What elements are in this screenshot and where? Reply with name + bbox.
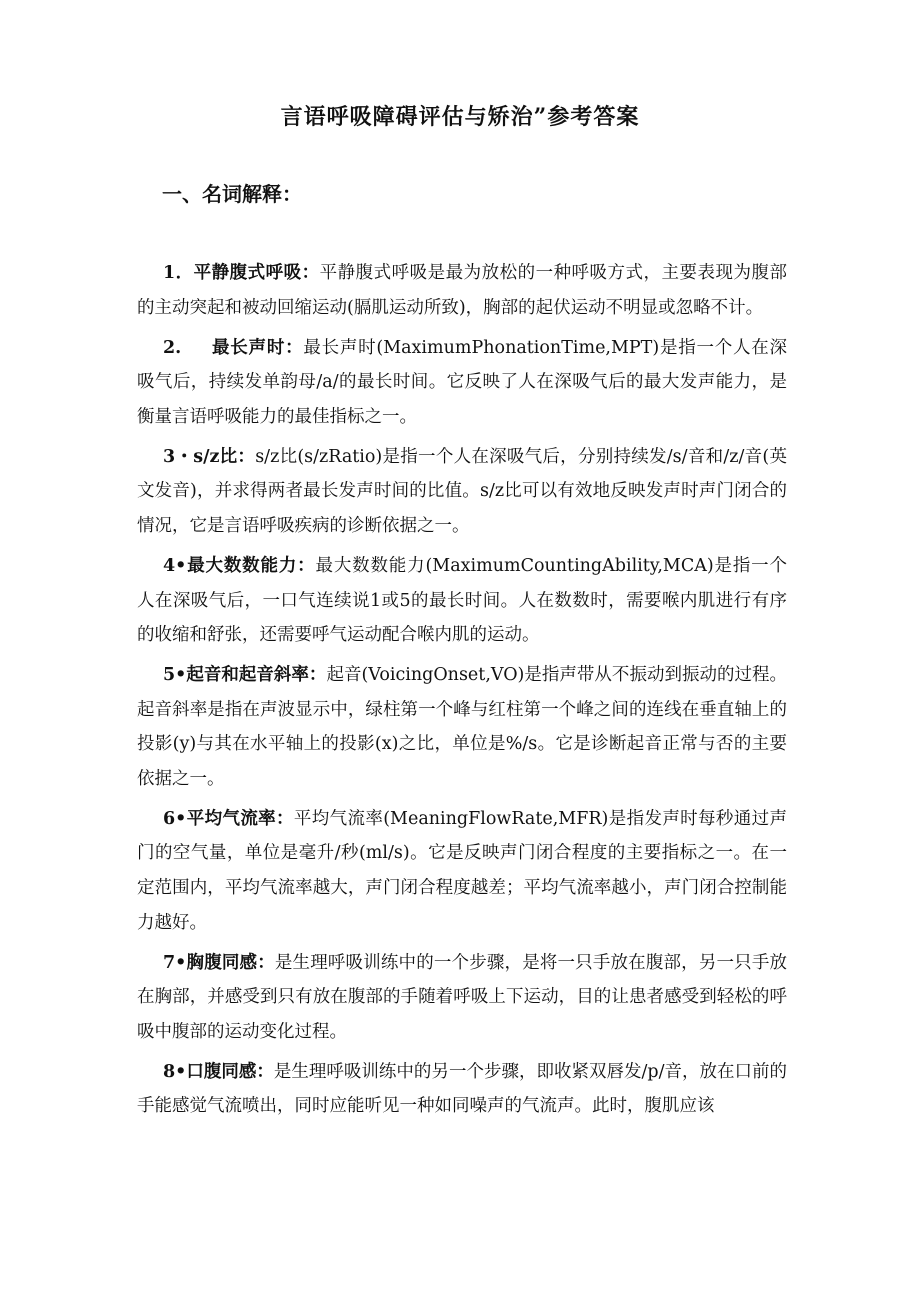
item-term: 平均气流率： xyxy=(186,808,294,829)
definition-item xyxy=(137,440,787,544)
item-text: 是生理呼吸训练中的另一个步骤，即收紧双唇发/p/音，放在口前的手能感觉气流喷出，同时应能听见一种如同噪声的气流声。此时，腹肌应该 xyxy=(137,1061,788,1117)
item-term: s/z比： xyxy=(193,446,256,467)
item-text: 起音(VoicingOnset,VO)是指声带从不振动到振动的过程。起音斜率是指在声波显示中，绿柱第一个峰与红柱第一个峰之间的连线在垂直轴上的投影(y)与其在水平轴上的投影(x)之比，单位是%/s。它是诊断起音正常与否的主要依据之一。 xyxy=(137,665,788,789)
definition-item xyxy=(137,802,787,940)
item-text: 最长声时(MaximumPhonationTime,MPT)是指一个人在深吸气后，持续发单韵母/a/的最长时间。它反映了人在深吸气后的最大发声能力，是衡量言语呼吸能力的最佳指标之一。 xyxy=(137,337,787,427)
section-heading: 一、名词解释： xyxy=(162,182,302,206)
item-number: 4• xyxy=(163,555,187,576)
item-term: 最长声时： xyxy=(211,337,304,358)
definition-item xyxy=(137,658,787,796)
item-number: 1． xyxy=(163,263,194,283)
item-number: 7• xyxy=(163,952,187,973)
item-term: 胸腹同感： xyxy=(186,952,275,973)
document-title: 言语呼吸障碍评估与矫治”参考答案 xyxy=(280,104,640,130)
item-number: 5• xyxy=(163,665,187,686)
item-term: 起音和起音斜率： xyxy=(186,665,327,686)
definition-item xyxy=(137,256,787,325)
item-text: s/z比(s/zRatio)是指一个人在深吸气后，分别持续发/s/音和/z/音(英文发音)，并求得两者最长发声时间的比值。s/z比可以有效地反映发声时声门闭合的情况，它是言语呼吸疾病的诊断依据之一。 xyxy=(137,446,787,536)
item-text: 最大数数能力(MaximumCountingAbility,MCA)是指一个人在深吸气后，一口气连续说1或5的最长时间。人在数数时，需要喉内肌进行有序的收缩和舒张，还需要呼气运动配合喉内肌的运动。 xyxy=(137,555,788,646)
item-number: 8• xyxy=(163,1061,187,1082)
item-text: 平均气流率(MeaningFlowRate,MFR)是指发声时每秒通过声门的空气量，单位是毫升/秒(ml/s)。它是反映声门闭合程度的主要指标之一。在一定范围内，平均气流率越大，声门闭合程度越差；平均气流率越小，声门闭合控制能力越好。 xyxy=(137,808,787,933)
item-number: 3・ xyxy=(163,446,194,467)
definition-item xyxy=(137,946,787,1050)
item-number: 6• xyxy=(163,808,187,829)
item-number: 2. xyxy=(163,337,182,358)
definition-item xyxy=(137,331,787,435)
item-text: 是生理呼吸训练中的一个步骤，是将一只手放在腹部，另一只手放在胸部，并感受到只有放在腹部的手随着呼吸上下运动，目的让患者感受到轻松的呼吸中腹部的运动变化过程。 xyxy=(137,952,788,1042)
definition-item xyxy=(137,549,787,653)
item-term: 平静腹式呼吸： xyxy=(193,263,320,283)
item-term: 最大数数能力： xyxy=(186,555,316,576)
definitions-list xyxy=(137,256,787,1129)
item-text: 平静腹式呼吸是最为放松的一种呼吸方式，主要表现为腹部的主动突起和被动回缩运动(膈肌运动所致)，胸部的起伏运动不明显或忽略不计。 xyxy=(137,263,788,318)
definition-item xyxy=(137,1055,787,1124)
item-term: 口腹同感： xyxy=(186,1061,274,1082)
